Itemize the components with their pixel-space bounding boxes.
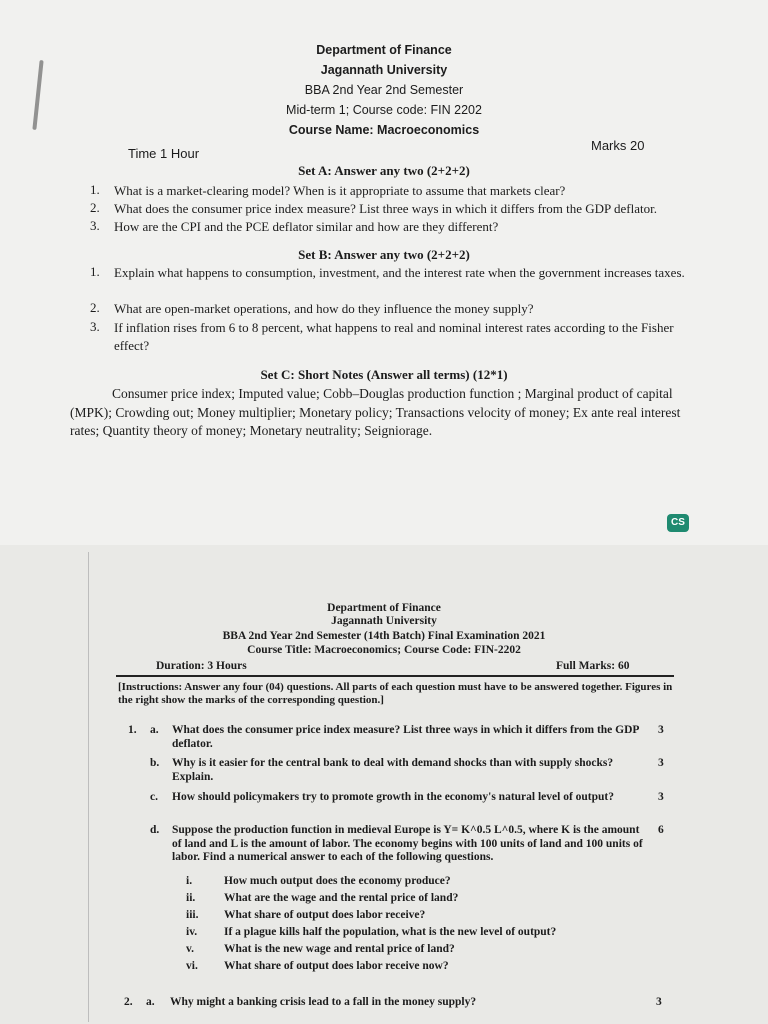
sub-number: iii. (186, 909, 199, 921)
part-marks: 6 (658, 824, 664, 836)
set-b-heading: Set B: Answer any two (2+2+2) (298, 247, 470, 262)
question-text: What is a market-clearing model? When is it appropriate to assume that markets clear? (114, 183, 566, 198)
question-number: 1. (90, 182, 100, 197)
final-program: BBA 2nd Year 2nd Semester (14th Batch) Final Examination 2021 (222, 630, 546, 642)
part-text: Suppose the production function in medieval Europe is Y= K^0.5 L^0.5, where K is the amount of land and L is the amount of labor. The economy begins with 100 units of land and 100 units of labor. Find a numerical answer to each of the following questions. (172, 824, 643, 863)
part-label: b. (150, 757, 160, 769)
sub-text: If a plague kills half the population, what is the new level of output? (224, 926, 557, 938)
part-label: a. (146, 996, 155, 1008)
final-full-marks: Full Marks: 60 (556, 660, 630, 672)
question-text: How are the CPI and the PCE deflator similar and how are they different? (114, 219, 499, 234)
final-duration: Duration: 3 Hours (156, 660, 247, 672)
part-label: a. (150, 724, 159, 736)
question-number: 2. (124, 996, 133, 1008)
part-marks: 3 (658, 724, 664, 736)
part-marks: 3 (658, 791, 664, 803)
midterm-department: Department of Finance (316, 43, 452, 57)
part-text: How should policymakers try to promote growth in the economy's natural level of output? (172, 791, 614, 803)
question-number: 1. (90, 264, 100, 279)
part-label: d. (150, 824, 160, 836)
sub-number: iv. (186, 926, 198, 938)
final-question-part (128, 724, 678, 754)
sub-number: i. (186, 875, 193, 887)
sub-text: How much output does the economy produce? (224, 875, 451, 887)
final-instructions: [Instructions: Answer any four (04) questions. All parts of each question must have to be answered together. Figures in the right show the marks of the corresponding question.] (118, 681, 673, 706)
final-question-part (128, 791, 678, 821)
final-question-part (124, 996, 678, 1012)
part-text: Why is it easier for the central bank to deal with demand shocks than with supply shocks? Explain. (172, 757, 614, 783)
final-course: Course Title: Macroeconomics; Course Code: FIN-2202 (247, 644, 521, 656)
sub-text: What share of output does labor receive now? (224, 960, 449, 972)
sub-number: ii. (186, 892, 196, 904)
set-c-heading: Set C: Short Notes (Answer all terms) (12*1) (260, 367, 508, 382)
set-a-heading: Set A: Answer any two (2+2+2) (298, 163, 470, 178)
part-label: c. (150, 791, 158, 803)
question-text: What are open-market operations, and how do they influence the money supply? (114, 301, 534, 316)
sub-text: What is the new wage and rental price of land? (224, 943, 455, 955)
final-university: Jagannath University (331, 615, 437, 627)
question-number: 1. (128, 724, 137, 736)
header-divider (116, 675, 674, 677)
question-text: Explain what happens to consumption, investment, and the interest rate when the government increases taxes. (114, 265, 685, 280)
final-question-part (128, 757, 678, 787)
camscanner-badge: CS (667, 514, 689, 532)
sub-number: vi. (186, 960, 198, 972)
part-text: What does the consumer price index measure? List three ways in which it differs from the GDP deflator. (172, 724, 639, 750)
sub-number: v. (186, 943, 194, 955)
part-marks: 3 (656, 996, 662, 1008)
midterm-course-name: Course Name: Macroeconomics (288, 123, 480, 137)
final-department: Department of Finance (327, 602, 441, 614)
sub-text: What share of output does labor receive? (224, 909, 426, 921)
sub-text: What are the wage and the rental price of land? (224, 892, 459, 904)
midterm-time: Time 1 Hour (128, 146, 200, 161)
part-text: Why might a banking crisis lead to a fall in the money supply? (170, 996, 477, 1008)
midterm-marks: Marks 20 (591, 138, 645, 153)
question-text: If inflation rises from 6 to 8 percent, what happens to real and nominal interest rates according to the Fisher effect? (114, 320, 674, 353)
midterm-header (0, 40, 768, 140)
part-marks: 3 (658, 757, 664, 769)
question-number: 3. (90, 218, 100, 233)
question-number: 2. (90, 300, 100, 315)
question-number: 2. (90, 200, 100, 215)
midterm-university: Jagannath University (320, 63, 448, 77)
question-number: 3. (90, 319, 100, 334)
midterm-program: BBA 2nd Year 2nd Semester (304, 83, 464, 97)
set-c-notes: Consumer price index; Imputed value; Cobb–Douglas production function ; Marginal product of capital (MPK); Crowding out; Money multiplier; Monetary policy; Transactions velocity of money; Ex ante real interest rates; Quantity theory of money; Monetary neutrality; Seigniorage. (70, 386, 681, 438)
question-text: What does the consumer price index measure? List three ways in which it differs from the GDP deflator. (114, 201, 657, 216)
final-question-part (128, 824, 678, 872)
midterm-exam-line: Mid-term 1; Course code: FIN 2202 (286, 103, 482, 117)
